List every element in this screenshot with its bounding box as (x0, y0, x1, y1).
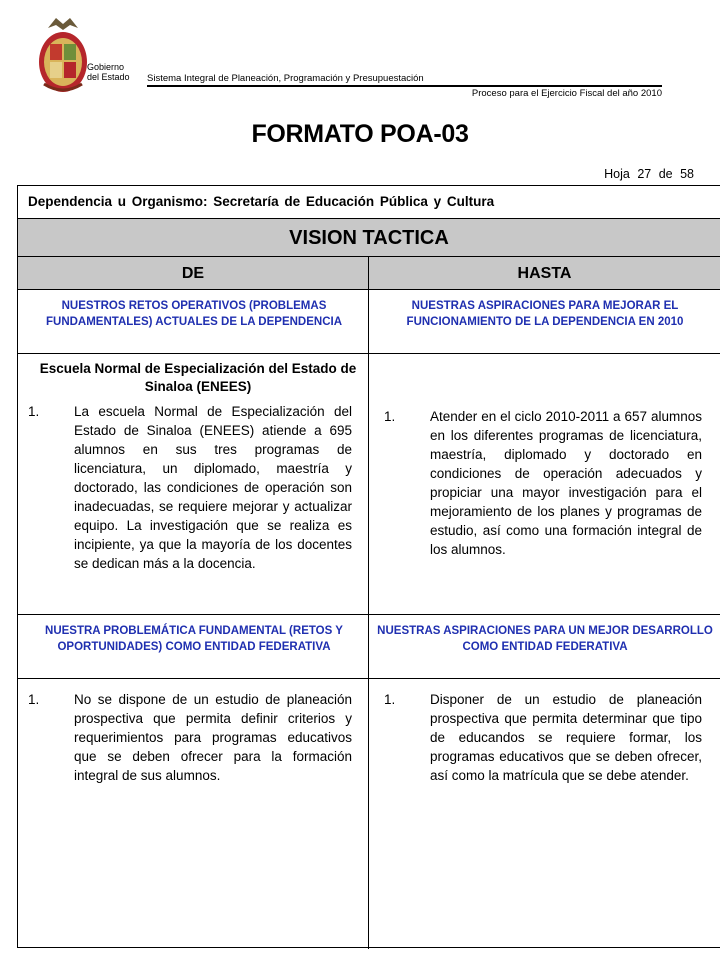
item-number: 1. (28, 404, 40, 419)
item-number: 1. (384, 692, 396, 707)
item-number: 1. (384, 409, 396, 424)
gov-line-1: Gobierno (87, 62, 125, 72)
section2-left-heading: NUESTRA PROBLEMÁTICA FUNDAMENTAL (RETOS Y OPORTUNIDADES) COMO ENTIDAD FEDERATIVA (45, 625, 343, 653)
col-hasta-header: HASTA (517, 265, 572, 282)
form-table (17, 185, 720, 948)
gov-line-2: del Estado (87, 72, 130, 82)
section1-content-row (18, 354, 720, 615)
section1-right-item (384, 407, 702, 559)
government-label (87, 62, 130, 82)
section2-right-heading: NUESTRAS ASPIRACIONES PARA UN MEJOR DESARROLLO COMO ENTIDAD FEDERATIVA (377, 625, 713, 653)
item-number: 1. (28, 692, 40, 707)
section1-left-heading: NUESTROS RETOS OPERATIVOS (PROBLEMAS FUNDAMENTALES) ACTUALES DE LA DEPENDENCIA (45, 300, 343, 328)
system-name: Sistema Integral de Planeación, Programación y Presupuestación (147, 73, 424, 84)
section1-heading-row (18, 290, 720, 354)
item-text: Atender en el ciclo 2010-2011 a 657 alumnos en los diferentes programas de licenciatura, maestría, diplomado y doctorado en condiciones de operación adecuados y propiciar una mayor investigación para el mejoramiento de los planes y programas de estudio, así como una formación integral de los alumnos. (430, 409, 702, 557)
dependency-row: Dependencia u Organismo: Secretaría de Educación Pública y Cultura (18, 186, 720, 219)
page-counter: Hoja 27 de 58 (604, 167, 694, 181)
column-header-row (18, 257, 720, 290)
process-label: Proceso para el Ejercicio Fiscal del año 2010 (471, 88, 662, 99)
item-text: No se dispone de un estudio de planeación prospectiva que permita definir criterios y requerimientos para programas educativos que se deben ofrecer para la formación integral de sus alumnos. (74, 692, 352, 783)
vision-band: VISION TACTICA (18, 219, 720, 257)
section2-heading-row (18, 615, 720, 679)
section1-right-heading: NUESTRAS ASPIRACIONES PARA MEJORAR EL FUNCIONAMIENTO DE LA DEPENDENCIA EN 2010 (406, 300, 684, 328)
state-seal-logo (34, 14, 92, 96)
col-de-header: DE (181, 265, 205, 282)
header-rule (147, 85, 662, 87)
item-text: La escuela Normal de Especialización del Estado de Sinaloa (ENEES) atiende a 695 alumnos en sus tres programas de licenciatura, un diplomado, maestría y doctorado, las condiciones de operación son inadecuadas, se requiere mejorar y actualizar equipo. La investigación que se realiza es incipiente, ya que la mayoría de los docentes se dedican más a la docencia. (74, 404, 352, 571)
page-title: FORMATO POA-03 (251, 120, 469, 148)
item-text: Disponer de un estudio de planeación prospectiva que permita determinar que tipo de educandos se requiere formar, los programas educativos que se deben ofrecer, así como la matrícula que se debe atender. (430, 692, 702, 783)
section2-right-item (384, 690, 702, 785)
section2-left-item (28, 690, 352, 785)
section1-left-item (28, 402, 352, 573)
school-title: Escuela Normal de Especialización del Estado de Sinaloa (ENEES) (39, 361, 357, 394)
